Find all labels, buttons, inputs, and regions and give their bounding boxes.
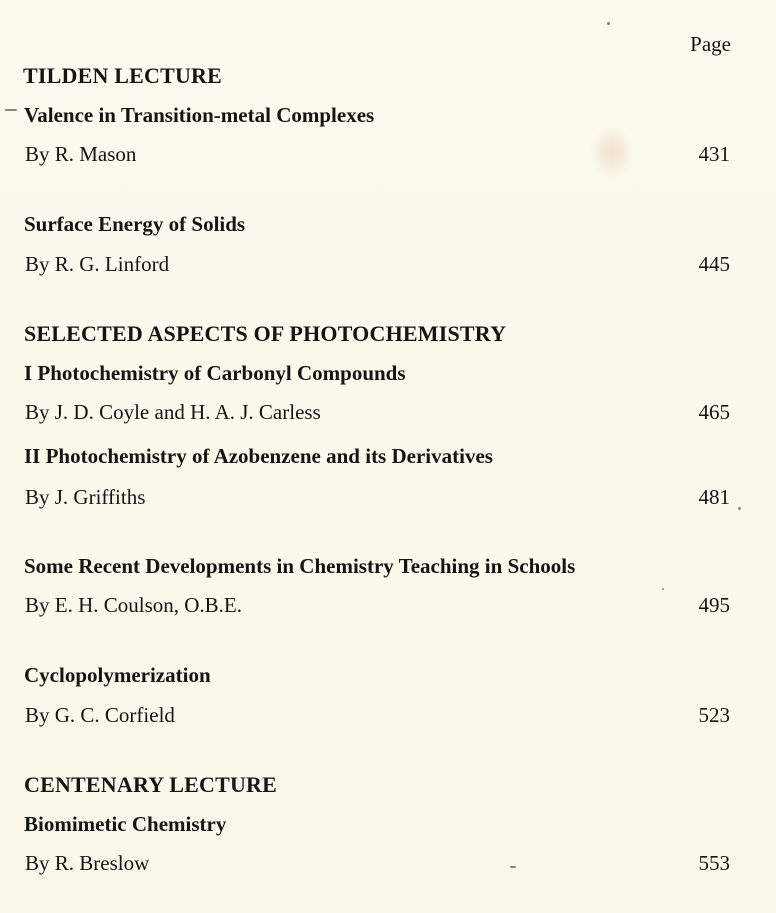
paper-speck: [5, 109, 17, 111]
entry-title: I Photochemistry of Carbonyl Compounds: [24, 361, 406, 385]
entry-page-number: 431: [698, 142, 730, 166]
entry-title: Some Recent Developments in Chemistry Teaching in Schools: [24, 554, 576, 578]
entry-title: Cyclopolymerization: [24, 663, 211, 687]
entry-title: II Photochemistry of Azobenzene and its Derivatives: [24, 444, 493, 468]
entry-title: Valence in Transition-metal Complexes: [24, 103, 375, 127]
entry-title: Biomimetic Chemistry: [24, 812, 227, 836]
section-heading-centenary-lecture: CENTENARY LECTURE: [24, 772, 278, 797]
paper-speck: [738, 507, 741, 510]
entry-author: By R. G. Linford: [25, 252, 170, 276]
section-heading-photochemistry: SELECTED ASPECTS OF PHOTOCHEMISTRY: [24, 321, 507, 346]
paper-speck: [607, 22, 610, 25]
entry-author: By G. C. Corfield: [25, 703, 175, 727]
entry-author: By E. H. Coulson, O.B.E.: [25, 593, 243, 617]
entry-author: By R. Breslow: [25, 851, 150, 875]
paper-speck: [510, 866, 516, 868]
entry-page-number: 523: [698, 703, 730, 727]
entry-page-number: 495: [698, 593, 730, 617]
entry-author: By R. Mason: [25, 142, 137, 166]
entry-title: Surface Energy of Solids: [24, 212, 246, 236]
entry-page-number: 445: [698, 252, 730, 276]
page-column-label: Page: [690, 32, 731, 56]
entry-author: By J. Griffiths: [25, 485, 146, 509]
entry-page-number: 465: [698, 400, 730, 424]
entry-page-number: 481: [698, 485, 730, 509]
entry-author: By J. D. Coyle and H. A. J. Carless: [25, 400, 321, 424]
entry-page-number: 553: [698, 851, 730, 875]
section-heading-tilden-lecture: TILDEN LECTURE: [23, 63, 223, 88]
paper-speck: [662, 588, 664, 590]
